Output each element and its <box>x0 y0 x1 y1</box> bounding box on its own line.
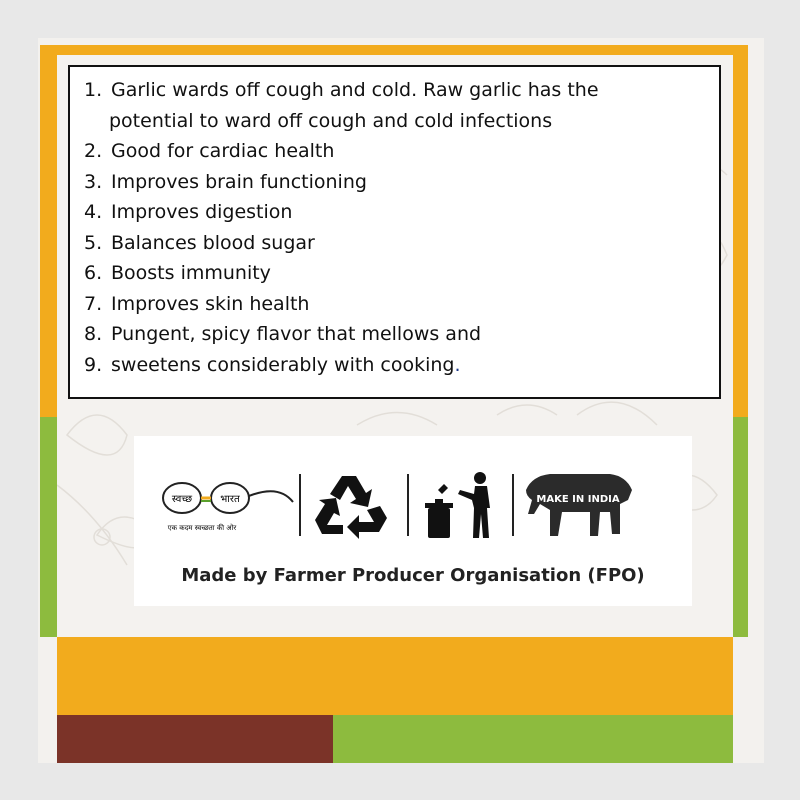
swachh-right-text: भारत <box>220 494 240 505</box>
list-item: 9. sweetens considerably with cooking. <box>84 353 461 376</box>
list-item: 6. Boosts immunity <box>84 262 271 284</box>
list-item: 4. Improves digestion <box>84 201 293 223</box>
swachh-tagline: एक कदम स्वच्छता की ओर <box>167 524 237 532</box>
benefits-list <box>84 75 707 380</box>
list-item: 1. Garlic wards off cough and cold. Raw garlic has the potential to ward off cough and cold infections <box>84 79 599 132</box>
separator <box>512 474 514 536</box>
orange-band <box>57 637 733 715</box>
make-in-india-lion-logo <box>520 468 638 540</box>
make-in-india-text: MAKE IN INDIA <box>536 494 620 505</box>
trash-bin-person-icon <box>420 470 500 540</box>
recycle-icon <box>314 470 394 540</box>
list-item: 3. Improves brain functioning <box>84 170 367 193</box>
list-item: 5. Balances blood sugar <box>84 231 315 254</box>
swachh-left-text: स्वच्छ <box>171 494 193 505</box>
list-item: 2. Good for cardiac health <box>84 140 335 162</box>
green-band <box>333 715 733 763</box>
fpo-caption: Made by Farmer Producer Organisation (FPO) <box>181 565 645 586</box>
list-item: 8. Pungent, spicy flavor that mellows and <box>84 323 482 345</box>
list-item: 7. Improves skin health <box>84 292 310 315</box>
benefits-box <box>68 65 721 399</box>
separator <box>299 474 301 536</box>
swachh-bharat-logo <box>160 478 296 538</box>
separator <box>407 474 409 536</box>
brown-band <box>57 715 333 763</box>
